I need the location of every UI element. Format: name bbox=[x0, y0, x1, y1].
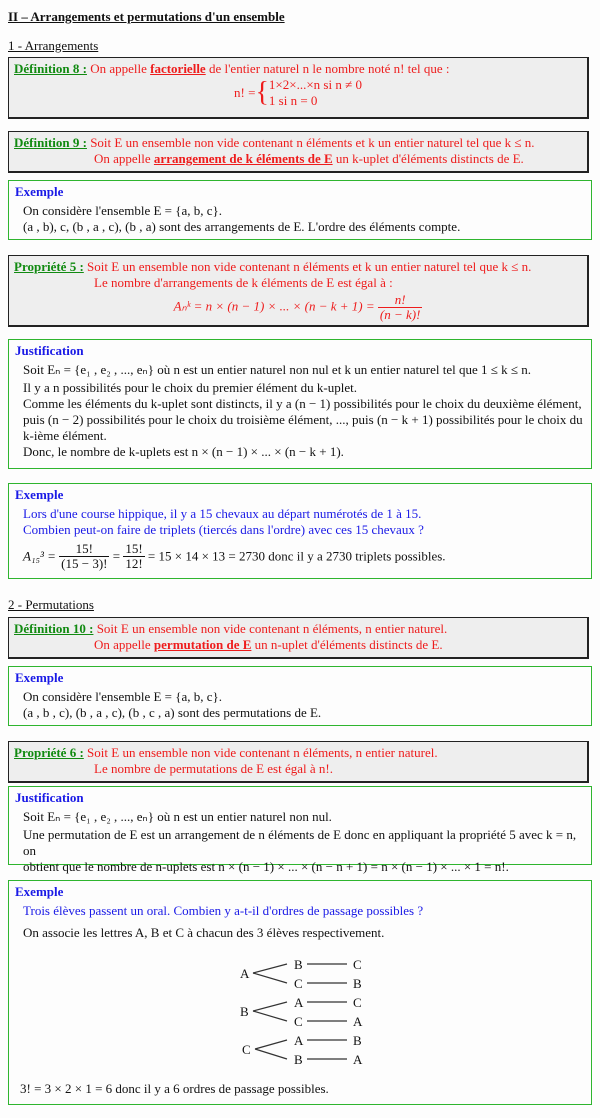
definition-label: Définition 10 : bbox=[14, 621, 94, 636]
svg-text:A: A bbox=[353, 1052, 363, 1067]
example-heading: Exemple bbox=[15, 184, 64, 199]
tree-node: B bbox=[240, 1004, 249, 1019]
svg-text:A: A bbox=[294, 995, 304, 1010]
svg-text:A: A bbox=[353, 1014, 363, 1029]
definition-label: Définition 8 : bbox=[14, 61, 87, 76]
brace: { bbox=[255, 77, 269, 108]
svg-text:B: B bbox=[294, 959, 303, 972]
svg-text:B: B bbox=[353, 976, 362, 991]
factorial-formula: n! ={ 1×2×...×n si n ≠ 0 1 si n = 0 bbox=[234, 77, 362, 108]
justification-1-box: Justification Soit Eₙ = {e₁ , e₂ , ..., eₙ} où n est un entier naturel non nul et k un entier naturel tel que 1 ≤ k ≤ n. Il y a n possibilités pour le choix du premier élément du k-uplet. Comme les éléments du k-uplet sont distincts, il y a (n − 1) possibilités pour le choix du deuxième élément, puis (n − 2) possibilités pour le choix du troisième élément, ..., puis (n − k + 1) possibilités pour le choix du k-ième élément. Donc, le nombre de k-uplets est n × (n − 1) × ... × (n − k + 1). bbox=[8, 339, 592, 469]
property-6-box: Propriété 6 : Soit E un ensemble non vide contenant n éléments, n entier naturel. Le nombre de permutations de E est égal à n!. bbox=[8, 741, 589, 783]
justification-heading: Justification bbox=[15, 343, 84, 358]
term-factorielle: factorielle bbox=[150, 61, 206, 76]
definition-label: Définition 9 : bbox=[14, 135, 87, 150]
example-heading: Exemple bbox=[15, 487, 64, 502]
property-5-box: Propriété 5 : Soit E un ensemble non vide contenant n éléments et k un entier naturel tel que k ≤ n. Le nombre d'arrangements de k éléments de E est égal à : Aₙᵏ = n × (n − 1) × ... × (n − k + 1) = $\frac{n!}{(n - k)!}$ bbox=[8, 255, 589, 327]
example-heading: Exemple bbox=[15, 884, 64, 899]
justification-2-box: Justification Soit Eₙ = {e₁ , e₂ , ..., eₙ} où n est un entier naturel non nul. Une permutation de E est un arrangement de n éléments de E donc en appliquant la propriété 5 avec k = n, on obtient que le nombre de n-uplets est n × (n − 1) × ... × (n − n + 1) = n × (n − 1) × ... × 1 = n!. bbox=[8, 786, 592, 865]
svg-text:B: B bbox=[294, 1052, 303, 1067]
svg-text:C: C bbox=[294, 976, 303, 991]
example-2-box: Exemple Lors d'une course hippique, il y a 15 chevaux au départ numérotés de 1 à 15. Combien peut-on faire de triplets (tiercés dans l'ordre) avec ces 15 chevaux ? A₁₅³ = $\frac{15!}{(15 - 3)!}$ = $\frac{15!}{12!}$ = 15 × 14 × 13 = 2730 donc il y a 2730 triplets possibles. bbox=[8, 483, 592, 579]
tree-node: C bbox=[242, 1042, 251, 1057]
example-1-box: Exemple On considère l'ensemble E = {a, b, c}. (a , b), c, (b , a , c), (b , a) sont des arrangements de E. L'ordre des éléments compte. bbox=[8, 180, 592, 240]
tree-node: A bbox=[240, 966, 250, 981]
definition-10-box: Définition 10 : Soit E un ensemble non vide contenant n éléments, n entier naturel. On appelle permutation de E un n-uplet d'éléments distincts de E. bbox=[8, 617, 589, 659]
example-4-box: Exemple Trois élèves passent un oral. Combien y a-t-il d'ordres de passage possibles ? On associe les lettres A, B et C à chacun des 3 élèves respectivement. A B C C B B A C C A C A B B A 3! = 3 × 2 × 1 = 6 donc il y a 6 ordres de passage possibles. bbox=[8, 880, 592, 1105]
permutation-tree-diagram bbox=[237, 959, 387, 1074]
section-title-permutations: 2 - Permutations bbox=[8, 597, 94, 612]
svg-text:C: C bbox=[353, 995, 362, 1010]
property-label: Propriété 5 : bbox=[14, 259, 84, 274]
property-label: Propriété 6 : bbox=[14, 745, 84, 760]
svg-text:C: C bbox=[294, 1014, 303, 1029]
svg-text:A: A bbox=[294, 1033, 304, 1048]
term-arrangement: arrangement de k éléments de E bbox=[153, 151, 333, 166]
svg-text:C: C bbox=[353, 959, 362, 972]
example-4-conclusion: 3! = 3 × 2 × 1 = 6 donc il y a 6 ordres de passage possibles. bbox=[20, 1081, 329, 1096]
definition-9-box: Définition 9 : Soit E un ensemble non vide contenant n éléments et k un entier naturel tel que k ≤ n. On appelle arrangement de k éléments de E un k-uplet d'éléments distincts de E. bbox=[8, 131, 589, 173]
arrangement-formula: Aₙᵏ = n × (n − 1) × ... × (n − k + 1) = $\frac{n!}{(n - k)!}$ bbox=[173, 292, 421, 322]
section-title-arrangements: 1 - Arrangements bbox=[8, 38, 99, 53]
example-heading: Exemple bbox=[15, 670, 64, 685]
example-3-box: Exemple On considère l'ensemble E = {a, b, c}. (a , b , c), (b , a , c), (b , c , a) sont des permutations de E. bbox=[8, 666, 592, 726]
chapter-title: II – Arrangements et permutations d'un ensemble bbox=[8, 9, 285, 24]
example-2-formula: A₁₅³ = $\frac{15!}{(15 - 3)!}$ = $\frac{15!}{12!}$ = 15 × 14 × 13 = 2730 donc il y a 2730 triplets possibles. bbox=[23, 541, 446, 571]
definition-8-box: Définition 8 : On appelle factorielle de l'entier naturel n le nombre noté n! tel que : n! ={ 1×2×...×n si n ≠ 0 1 si n = 0 bbox=[8, 57, 589, 119]
svg-text:B: B bbox=[353, 1033, 362, 1048]
term-permutation: permutation de E bbox=[153, 637, 252, 652]
justification-heading: Justification bbox=[15, 790, 84, 805]
